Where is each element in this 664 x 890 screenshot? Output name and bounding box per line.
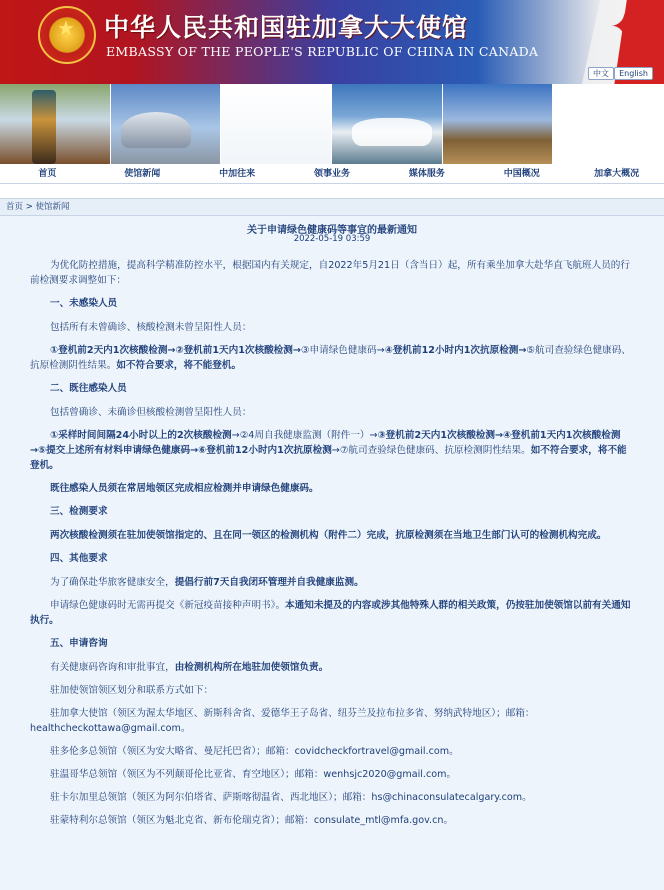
nav-consular[interactable]: 领事业务 [314,169,351,179]
article-intro: 为优化防控措施，提高科学精准防控水平，根据国内有关规定，自2022年5月21日（含当日）起，所有乘坐加拿大赴华直飞航班人员的行前检测要求调整如下： [30,260,630,286]
text-bold: 提倡行前7天自我闭环管理并自我健康监测。 [174,577,364,588]
site-title-en: EMBASSY OF THE PEOPLE'S REPUBLIC OF CHINA IN CANADA [106,44,539,59]
breadcrumb-separator: > [25,202,33,212]
steps-bold: ③登机前2天内1次核酸检测→④登机前1天内1次核酸检测→⑤提交上述所有材料申请绿色健康码→⑥登机前12小时内1次抗原检测 [30,430,621,456]
section-heading: 一、未感染人员 [50,298,118,309]
section-text [30,660,634,675]
steps-normal: →⑦航司查验绿色健康码、抗原检测阴性结果。 [331,445,531,456]
breadcrumb [0,198,664,216]
nav-canada-overview[interactable]: 加拿大概况 [594,169,640,179]
main-nav [0,164,664,184]
steps-bold: ①采样时间间隔24小时以上的2次核酸检测 [50,430,232,441]
section-heading: 二、既往感染人员 [50,383,127,394]
section-heading: 三、检测要求 [50,506,108,517]
section-subtext: 包括曾确诊、未确诊但核酸检测曾呈阳性人员： [50,407,252,418]
photo-falls [332,84,443,164]
text-normal: 有关健康码咨询和审批事宜， [50,662,175,673]
section-heading: 四、其他要求 [50,553,108,564]
nav-china-overview[interactable]: 中国概况 [503,169,540,179]
steps-bold: 如不符合要求，将不能登机。 [116,360,242,371]
text-normal: 为了确保赴华旅客健康安全， [50,577,175,588]
photo-blank [221,84,332,164]
article-title: 关于申请绿色健康码等事宜的最新通知 [247,225,417,236]
section-text [30,598,634,628]
steps-bold: ①登机前2天内1次核酸检测→②登机前1天内1次核酸检测→ [50,345,301,356]
breadcrumb-home[interactable]: 首页 [6,202,24,212]
photo-great-wall [443,84,554,164]
section-heading: 五、申请咨询 [50,638,108,649]
article-date: 2022-05-19 03:59 [293,234,371,244]
steps-normal: ⑤航司查验绿色健康码、抗原检测阴性结果。 [30,345,631,371]
article-content [0,216,664,890]
photo-strip [0,84,664,164]
site-banner [0,0,664,84]
section-steps [30,428,634,473]
nav-media[interactable]: 媒体服务 [408,169,445,179]
section-note: 既往感染人员须在常居地领区完成相应检测并申请绿色健康码。 [50,483,319,494]
steps-bold: 如不符合要求，将不能登机。 [30,445,627,471]
photo-theatre [111,84,222,164]
section-text [30,575,634,590]
text-bold: 本通知未提及的内容或涉其他特殊人群的相关政策，仍按驻加使领馆以前有关通知执行。 [30,600,631,626]
contact-item: 驻多伦多总领馆（领区为安大略省、曼尼托巴省）；邮箱：covidcheckfortravel@gmail.com。 [50,746,459,757]
contact-item: 驻温哥华总领馆（领区为不列颠哥伦比亚省、育空地区）；邮箱：wenhsjc2020@gmail.com。 [50,769,457,780]
text-bold: 由检测机构所在地驻加使领馆负责。 [174,662,329,673]
national-emblem-icon: ★ [38,6,96,64]
breadcrumb-current[interactable]: 使馆新闻 [35,202,70,212]
section-text: 两次核酸检测须在驻加使领馆指定的、且在同一领区的检测机构（附件二）完成，抗原检测须在当地卫生部门认可的检测机构完成。 [50,530,607,541]
section-text: 驻加使领馆领区划分和联系方式如下： [50,685,214,696]
steps-normal: ③申请绿色健康码→ [300,345,385,356]
nav-china-canada[interactable]: 中加往来 [219,169,256,179]
site-title-cn: 中华人民共和国驻加拿大大使馆 [104,13,469,42]
section-subtext: 包括所有未曾确诊、核酸检测未曾呈阳性人员： [50,322,252,333]
nav-embassy-news[interactable]: 使馆新闻 [124,169,161,179]
contact-item: 驻蒙特利尔总领馆（领区为魁北克省、新布伦瑞克省）；邮箱：consulate_mtl@mfa.gov.cn。 [50,815,454,826]
contact-item: 驻卡尔加里总领馆（领区为阿尔伯塔省、萨斯喀彻温省、西北地区）；邮箱：hs@chinaconsulatecalgary.com。 [50,792,532,803]
section-steps [30,343,634,373]
maple-leaf-icon: ✦ [610,7,639,47]
steps-bold: ④登机前12小时内1次抗原检测→ [384,345,527,356]
photo-blank-right [553,84,664,164]
nav-home[interactable]: 首页 [38,169,57,179]
photo-totem [0,84,111,164]
contact-item: 驻加拿大使馆（领区为渥太华地区、新斯科舍省、爱德华王子岛省、纽芬兰及拉布拉多省、努纳武特地区）；邮箱：healthcheckottawa@gmail.com。 [30,708,535,734]
steps-normal: →②4周自我健康监测（附件一）→ [231,430,378,441]
lang-chinese-button[interactable]: 中文 [588,67,614,80]
lang-english-button[interactable]: English [614,67,653,80]
text-normal: 申请绿色健康码时无需再提交《新冠疫苗接种声明书》。 [50,600,286,611]
